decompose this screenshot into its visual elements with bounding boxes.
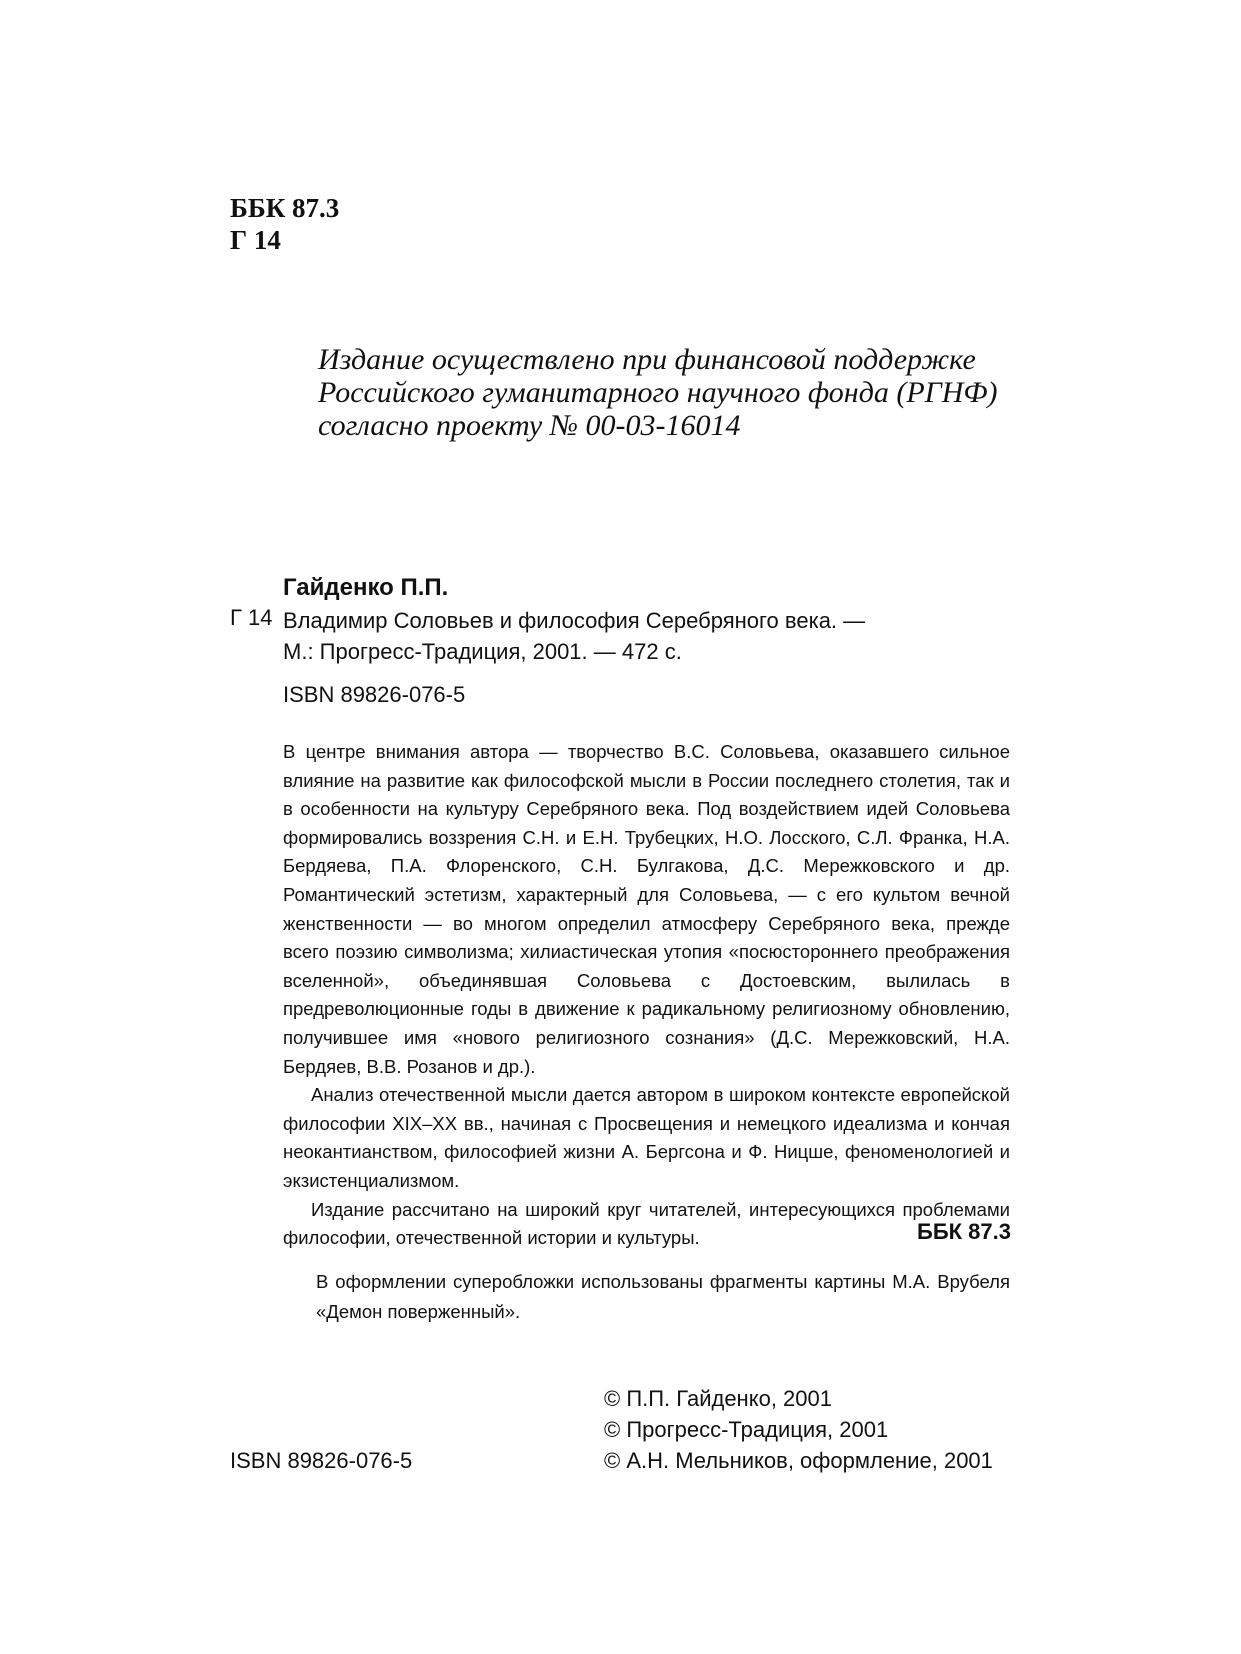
catalog-isbn: ISBN 89826-076-5 — [283, 682, 466, 707]
catalog-imprint-line: М.: Прогресс-Традиция, 2001. — 472 с. — [283, 639, 682, 664]
catalog-margin-mark: Г 14 — [230, 605, 273, 630]
catalog-citation — [283, 605, 865, 667]
cover-design-note: В оформлении суперобложки использованы фрагменты картины М.А. Врубеля «Демон поверженный». — [316, 1271, 1010, 1322]
classification-block — [230, 192, 339, 256]
catalog-title-line: Владимир Соловьев и философия Серебряного века. — — [283, 608, 866, 633]
abstract-paragraph: Анализ отечественной мысли дается автором в широком контексте европейской философии XIX–XX вв., начиная с Просвещения и немецкого идеализма и кончая неокантианством, философией жизни А. Бергсона и Ф. Ницше, феноменологией и экзистенциализмом. — [283, 1084, 1010, 1191]
grant-note-line: согласно проекту № 00-03-16014 — [318, 409, 741, 442]
abstract-paragraph: Издание рассчитано на широкий круг читателей, интересующихся проблемами философии, отечественной истории и культуры. — [283, 1198, 1010, 1249]
grant-note-line: Издание осуществлено при финансовой поддержке — [318, 343, 976, 376]
copyright-line: © А.Н. Мельников, оформление, 2001 — [604, 1448, 993, 1473]
copyright-line: © П.П. Гайденко, 2001 — [604, 1386, 832, 1411]
catalog-abstract — [283, 738, 1010, 1253]
copyright-block — [604, 1383, 993, 1476]
catalog-author: Гайденко П.П. — [283, 574, 449, 601]
bbk-code: ББК 87.3 — [230, 193, 340, 223]
copyright-line: © Прогресс-Традиция, 2001 — [604, 1417, 889, 1442]
catalog-bbk-footer: ББК 87.3 — [917, 1219, 1011, 1244]
abstract-paragraph: В центре внимания автора — творчество В.С. Соловьева, оказавшего сильное влияние на развитие как философской мысли в России последнего столетия, так и в особенности на культуру Серебряного века. Под воздействием идей Соловьева формировались воззрения С.Н. и Е.Н. Трубецких, Н.О. Лосского, С.Л. Франка, Н.А. Бердяева, П.А. Флоренского, С.Н. Булгакова, Д.С. Мережковского и др. Романтический эстетизм, характерный для Соловьева, — с его культом вечной женственности — во многом определил атмосферу Серебряного века, прежде всего поэзию символизма; хилиастическая утопия «посюстороннего преображения вселенной», объединявшая Соловьева с Достоевским, вылилась в предреволюционные годы в движение к радикальному религиозному обновлению, получившее имя «нового религиозного сознания» (Д.С. Мережковский, Н.А. Бердяев, В.В. Розанов и др.). — [283, 741, 1010, 1077]
isbn-bottom: ISBN 89826-076-5 — [230, 1448, 413, 1473]
grant-note-line: Российского гуманитарного научного фонда (РГНФ) — [318, 376, 998, 409]
grant-note — [318, 343, 998, 442]
author-mark: Г 14 — [230, 225, 281, 255]
